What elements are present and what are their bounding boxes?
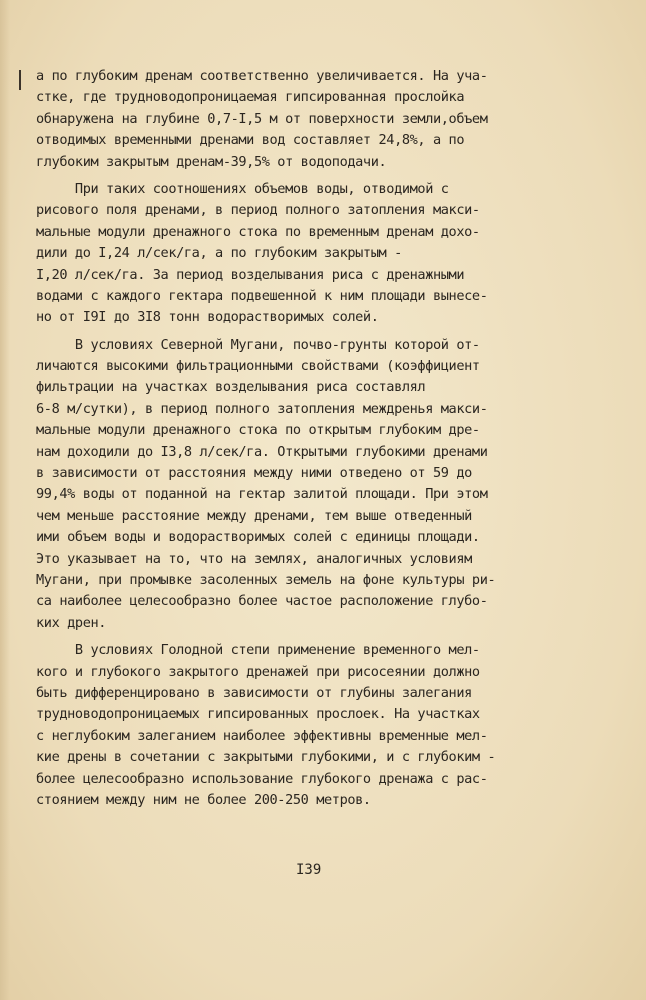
text-line: нам доходили до I3,8 л/сек/га. Открытыми глубокими дренами [36, 443, 488, 460]
text-line: 6-8 м/сутки), в период полного затопления междренья макси- [36, 400, 488, 417]
page-edge-shadow [0, 0, 10, 1000]
text-line: глубоким закрытым дренам-39,5% от водоподачи. [36, 153, 387, 170]
text-line: стке, где трудноводопроницаемая гипсированная прослойка [36, 89, 465, 106]
paragraph-2 [36, 179, 548, 329]
text-line: чем меньше расстояние между дренами, тем выше отведенный [36, 507, 472, 524]
paragraph-1 [36, 66, 548, 173]
text-line: более целесообразно использование глубокого дренажа с рас- [36, 770, 488, 787]
body-text [36, 66, 548, 811]
text-line: ими объем воды и водорастворимых солей с единицы площади. [36, 529, 480, 546]
text-line: В условиях Северной Мугани, почво-грунты которой от- [36, 336, 480, 353]
text-line: 99,4% воды от поданной на гектар залитой площади. При этом [36, 486, 488, 503]
text-line: фильтрации на участках возделывания риса составлял [36, 379, 426, 396]
text-line: личаются высокими фильтрационными свойствами (коэффициент [36, 358, 480, 375]
text-line: стоянием между ним не более 200-250 метров. [36, 791, 371, 808]
paragraph-3 [36, 335, 548, 634]
page-number: I39 [296, 862, 322, 878]
text-line: быть дифференцировано в зависимости от глубины залегания [36, 684, 472, 701]
text-line: а по глубоким дренам соответственно увеличивается. На уча- [36, 68, 488, 84]
text-line: с неглубоким залеганием наиболее эффективны временные мел- [36, 727, 488, 744]
text-line: кие дрены в сочетании с закрытыми глубокими, и с глубоким - [36, 749, 496, 766]
margin-mark [19, 70, 21, 90]
text-line: водами с каждого гектара подвешенной к ним площади вынесе- [36, 287, 488, 304]
text-line: I,20 л/сек/га. За период возделывания риса с дренажными [36, 266, 465, 283]
text-line: но от I9I до 3I8 тонн водорастворимых солей. [36, 309, 379, 326]
text-line: мальные модули дренажного стока по открытым глубоким дре- [36, 422, 480, 439]
text-line: в зависимости от расстояния между ними отведено от 59 до [36, 465, 472, 482]
text-line: отводимых временными дренами вод составляет 24,8%, а по [36, 132, 465, 149]
text-line: При таких соотношениях объемов воды, отводимой с [36, 180, 449, 197]
text-line: дили до I,24 л/сек/га, а по глубоким закрытым - [36, 245, 402, 262]
text-line: рисового поля дренами, в период полного затопления макси- [36, 202, 480, 219]
text-line: кого и глубокого закрытого дренажей при рисосеянии должно [36, 663, 480, 680]
text-line: Это указывает на то, что на землях, аналогичных условиям [36, 550, 472, 567]
paragraph-4 [36, 640, 548, 811]
text-line: обнаружена на глубине 0,7-I,5 м от поверхности земли,объем [36, 110, 488, 127]
text-line: мальные модули дренажного стока по временным дренам дохо- [36, 223, 480, 240]
text-line: са наиболее целесообразно более частое расположение глубо- [36, 593, 488, 610]
text-line: В условиях Голодной степи применение временного мел- [36, 642, 480, 659]
text-line: Мугани, при промывке засоленных земель на фоне культуры ри- [36, 571, 496, 588]
text-line: трудноводопроницаемых гипсированных прослоек. На участках [36, 706, 480, 723]
text-line: ких дрен. [36, 614, 107, 631]
